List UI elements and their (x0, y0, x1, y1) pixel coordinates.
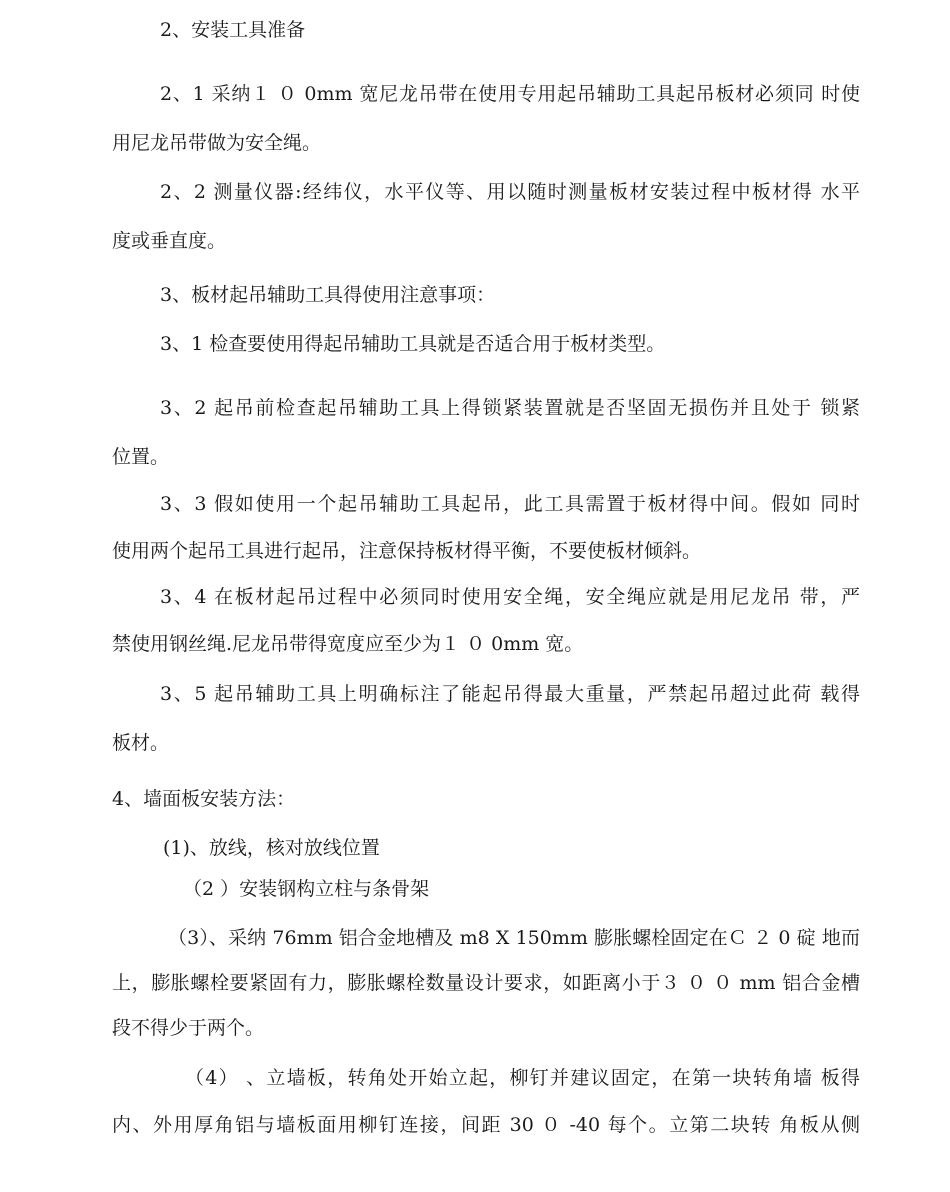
heading-4-wall-panel-method: 4、墙面板安装方法： (112, 788, 296, 810)
paragraph-2-1-line-1: 2、1 采纳１ ０ 0mm 宽尼龙吊带在使用专用起吊辅助工具起吊板材必须同 时使 (160, 83, 860, 105)
paragraph-3-4-line-1: 3、4 在板材起吊过程中必须同时使用安全绳，安全绳应就是用尼龙吊 带，严 (160, 586, 860, 608)
step-3-line-3: 段不得少于两个。 (112, 1017, 265, 1039)
paragraph-3-5-line-2: 板材。 (112, 732, 170, 754)
heading-3-lifting-notes: 3、板材起吊辅助工具得使用注意事项： (160, 284, 496, 306)
heading-2-tool-prep: 2、安装工具准备 (160, 19, 306, 41)
step-4-line-2: 内、外用厚角铝与墙板面用柳钉连接，间距 30 ０ -40 每个。立第二块转 角板从侧 (112, 1114, 860, 1136)
step-3-line-2: 上，膨胀螺栓要紧固有力，膨胀螺栓数量设计要求，如距离小于３ ０ ０ mm 铝合金槽 (112, 972, 860, 994)
paragraph-2-2-line-1: 2、2 测量仪器:经纬仪，水平仪等、用以随时测量板材安装过程中板材得 水平 (160, 181, 860, 203)
step-2: （2 ）安装钢构立柱与条骨架 (183, 878, 430, 900)
paragraph-3-1: 3、1 检查要使用得起吊辅助工具就是否适合用于板材类型。 (160, 333, 666, 355)
paragraph-3-4-line-2: 禁使用钢丝绳.尼龙吊带得宽度应至少为１ ０ 0mm 宽。 (112, 633, 584, 655)
step-4-line-1: （4） 、立墙板，转角处开始立起，柳钉并建议固定，在第一块转角墙 板得 (185, 1067, 860, 1089)
paragraph-3-3-line-1: 3、3 假如使用一个起吊辅助工具起吊，此工具需置于板材得中间。假如 同时 (160, 493, 860, 515)
paragraph-3-2-line-2: 位置。 (112, 446, 170, 468)
step-3-line-1: （3）、采纳 76mm 铝合金地槽及 m8 X 150mm 膨胀螺栓固定在Ｃ ２ 0 碇 地而 (168, 927, 860, 949)
paragraph-2-1-line-2: 用尼龙吊带做为安全绳。 (112, 132, 322, 154)
paragraph-3-3-line-2: 使用两个起吊工具进行起吊，注意保持板材得平衡，不要使板材倾斜。 (112, 540, 702, 562)
paragraph-3-2-line-1: 3、2 起吊前检查起吊辅助工具上得锁紧装置就是否坚固无损伤并且处于 锁紧 (160, 397, 860, 419)
step-1: (1)、放线，核对放线位置 (163, 837, 380, 859)
paragraph-2-2-line-2: 度或垂直度。 (112, 230, 227, 252)
paragraph-3-5-line-1: 3、5 起吊辅助工具上明确标注了能起吊得最大重量，严禁起吊超过此荷 载得 (160, 683, 860, 705)
